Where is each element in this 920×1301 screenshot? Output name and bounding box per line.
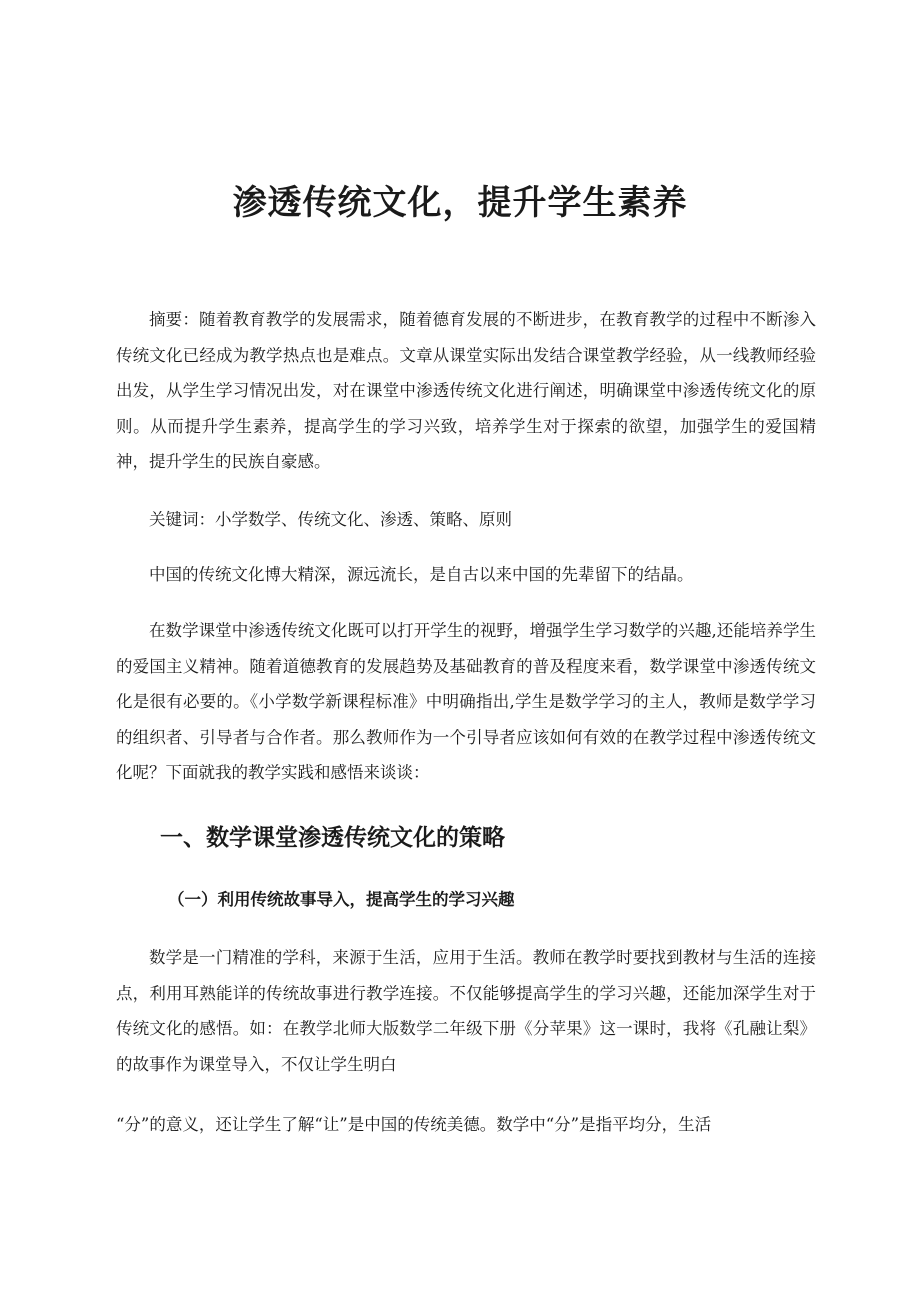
section-paragraph: 数学是一门精准的学科，来源于生活，应用于生活。教师在教学时要找到教材与生活的连接点，利用耳熟能详的传统故事进行教学连接。不仅能够提高学生的学习兴趣，还能加深学生对于传统文化的感悟。如：在教学北师大版数学二年级下册《分苹果》这一课时，我将《孔融让梨》的故事作为课堂导入，不仅让学生明白 [116,948,816,1074]
continuation-line: “分”的意义，还让学生了解“让”是中国的传统美德。数学中“分”是指平均分，生活 [116,1115,712,1134]
body-paragraph: 在数学课堂中渗透传统文化既可以打开学生的视野，增强学生学习数学的兴趣,还能培养学生的爱国主义精神。随着道德教育的发展趋势及基础教育的普及程度来看，数学课堂中渗透传统文化是很有必要的。《小学数学新课程标准》中明确指出,学生是数学学习的主人，教师是数学学习的组织者、引导者与合作者。那么教师作为一个引导者应该如何有效的在教学过程中渗透传统文化呢？下面就我的教学实践和感悟来谈谈： [116,621,816,782]
abstract-paragraph: 摘要：随着教育教学的发展需求，随着德育发展的不断进步，在教育教学的过程中不断渗入传统文化已经成为教学热点也是难点。文章从课堂实际出发结合课堂教学经验，从一线教师经验出发，从学生学习情况出发，对在课堂中渗透传统文化进行阐述，明确课堂中渗透传统文化的原则。从而提升学生素养，提高学生的学习兴致，培养学生对于探索的欲望，加强学生的爱国精神，提升学生的民族自豪感。 [116,310,816,471]
intro-paragraph: 中国的传统文化博大精深，源远流长，是自古以来中国的先辈留下的结晶。 [149,565,694,584]
document-title: 渗透传统文化，提升学生素养 [232,182,688,223]
keywords-paragraph: 关键词：小学数学、传统文化、渗透、策略、原则 [149,510,512,529]
subsection-heading: （一）利用传统故事导入，提高学生的学习兴趣 [168,890,515,909]
section-heading: 一、数学课堂渗透传统文化的策略 [160,824,505,851]
